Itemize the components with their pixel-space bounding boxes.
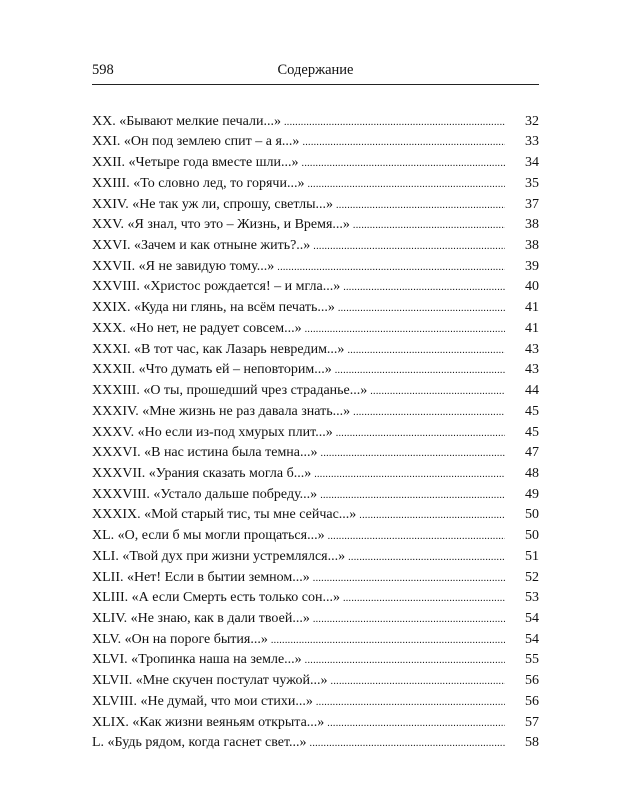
dot-leader (305, 322, 505, 336)
dot-leader (335, 363, 505, 377)
toc-entry-title: XXXII. «Что думать ей – неповторим...» (92, 362, 332, 378)
toc-entry-title: XXVIII. «Христос рождается! – и мгла...» (92, 279, 341, 295)
toc-entry-page: 51 (525, 548, 539, 564)
dot-leader (277, 260, 505, 274)
toc-entry (92, 709, 539, 730)
toc-entry-title: XXVII. «Я не завидую тому...» (92, 258, 275, 274)
toc-entry-page: 43 (525, 362, 539, 378)
dot-leader (359, 508, 505, 522)
dot-leader (353, 405, 505, 419)
toc-entry-page: 52 (525, 569, 539, 585)
toc-entry-page: 56 (525, 673, 539, 689)
dot-leader (284, 115, 505, 129)
toc-entry-page: 41 (525, 320, 539, 336)
toc-entry-title: XXXIII. «О ты, прошедший чрез страданье...» (92, 383, 368, 399)
dot-leader (271, 633, 505, 647)
toc-entry-page: 45 (525, 424, 539, 440)
toc-entry-page: 38 (525, 217, 539, 233)
toc-entry-page: 37 (525, 196, 539, 212)
toc-entry (92, 419, 539, 440)
dot-leader (348, 550, 505, 564)
toc-entry-title: XXII. «Четыре года вместе шли...» (92, 155, 299, 171)
dot-leader (328, 529, 505, 543)
dot-leader (313, 612, 505, 626)
toc-entry-page: 33 (525, 134, 539, 150)
toc-entry (92, 191, 539, 212)
toc-entry-title: XLIII. «А если Смерть есть только сон...» (92, 590, 340, 606)
toc-entry-title: XXIV. «Не так уж ли, спрошу, светлы...» (92, 196, 333, 212)
toc-entry-title: XL. «О, если б мы могли прощаться...» (92, 528, 325, 544)
toc-entry-title: XXIX. «Куда ни глянь, на всём печать...» (92, 300, 335, 316)
toc-entry-page: 53 (525, 590, 539, 606)
toc-entry-page: 54 (525, 631, 539, 647)
toc-entry-page: 41 (525, 300, 539, 316)
dot-leader (305, 653, 505, 667)
toc-entry (92, 315, 539, 336)
toc-entry (92, 647, 539, 668)
toc-entry-title: XXVI. «Зачем и как отныне жить?..» (92, 238, 311, 254)
toc-entry-title: XXXV. «Но если из-под хмурых плит...» (92, 424, 333, 440)
toc-entry (92, 481, 539, 502)
dot-leader (336, 426, 505, 440)
toc-entry-title: XLI. «Твой дух при жизни устремлялся...» (92, 548, 346, 564)
toc-entry-page: 44 (525, 383, 539, 399)
toc-entry-title: XXXVIII. «Устало дальше побреду...» (92, 486, 318, 502)
toc-entry-title: XLVIII. «Не думай, что мои стихи...» (92, 693, 313, 709)
toc-entry (92, 129, 539, 150)
toc-entry-page: 32 (525, 113, 539, 129)
dot-leader (310, 736, 505, 750)
toc-entry-title: XLIX. «Как жизни веяньям открыта...» (92, 714, 325, 730)
toc-entry-title: L. «Будь рядом, когда гаснет свет...» (92, 735, 307, 751)
toc-entry-page: 43 (525, 341, 539, 357)
toc-entry-title: XXXIX. «Мой старый тис, ты мне сейчас...» (92, 507, 357, 523)
toc-entry (92, 357, 539, 378)
toc-entry (92, 667, 539, 688)
page-number: 598 (92, 62, 114, 78)
toc-entry-title: XLII. «Нет! Если в бытии земном...» (92, 569, 310, 585)
toc-entry-title: XXIII. «То словно лед, то горячи...» (92, 175, 305, 191)
toc-entry-page: 39 (525, 258, 539, 274)
dot-leader (347, 343, 505, 357)
toc-entry (92, 440, 539, 461)
toc-entry-page: 56 (525, 693, 539, 709)
toc-entry-title: XXXVI. «В нас истина была темна...» (92, 445, 318, 461)
toc-entry (92, 688, 539, 709)
dot-leader (327, 716, 505, 730)
toc-entry-page: 48 (525, 465, 539, 481)
table-of-contents (92, 108, 539, 750)
dot-leader (302, 135, 505, 149)
toc-entry-page: 38 (525, 238, 539, 254)
toc-entry (92, 253, 539, 274)
dot-leader (320, 488, 505, 502)
toc-entry (92, 232, 539, 253)
toc-entry-title: XLVI. «Тропинка наша на земле...» (92, 652, 302, 668)
toc-entry (92, 149, 539, 170)
toc-entry-title: XLIV. «Не знаю, как в дали твоей...» (92, 610, 310, 626)
toc-entry (92, 294, 539, 315)
toc-entry-page: 54 (525, 610, 539, 626)
running-title: Содержание (277, 62, 354, 78)
toc-entry (92, 212, 539, 233)
dot-leader (316, 695, 505, 709)
dot-leader (331, 674, 505, 688)
toc-entry-page: 40 (525, 279, 539, 295)
toc-entry-title: XXXIV. «Мне жизнь не раз давала знать...» (92, 403, 351, 419)
dot-leader (314, 467, 505, 481)
page-header (92, 62, 539, 85)
toc-entry-title: XXI. «Он под землею спит – а я...» (92, 134, 300, 150)
toc-entry-page: 50 (525, 507, 539, 523)
toc-entry-title: XX. «Бывают мелкие печали...» (92, 113, 281, 129)
dot-leader (313, 239, 505, 253)
toc-entry (92, 543, 539, 564)
toc-entry (92, 398, 539, 419)
dot-leader (302, 156, 505, 170)
toc-entry-page: 49 (525, 486, 539, 502)
toc-entry (92, 522, 539, 543)
toc-entry-title: XXXVII. «Урания сказать могла б...» (92, 465, 312, 481)
toc-entry (92, 626, 539, 647)
dot-leader (353, 218, 505, 232)
dot-leader (343, 280, 505, 294)
toc-entry-page: 50 (525, 528, 539, 544)
toc-entry (92, 170, 539, 191)
toc-entry (92, 460, 539, 481)
dot-leader (343, 591, 505, 605)
dot-leader (338, 301, 505, 315)
dot-leader (370, 384, 505, 398)
toc-entry (92, 502, 539, 523)
dot-leader (313, 571, 505, 585)
toc-entry-title: XLV. «Он на пороге бытия...» (92, 631, 268, 647)
toc-entry-page: 35 (525, 175, 539, 191)
toc-entry-title: XXX. «Но нет, не радует совсем...» (92, 320, 302, 336)
toc-entry (92, 605, 539, 626)
toc-entry-page: 34 (525, 155, 539, 171)
toc-entry-title: XXXI. «В тот час, как Лазарь невредим...» (92, 341, 345, 357)
toc-entry (92, 585, 539, 606)
dot-leader (307, 177, 505, 191)
dot-leader (336, 198, 505, 212)
toc-entry (92, 730, 539, 751)
toc-entry-title: XXV. «Я знал, что это – Жизнь, и Время...» (92, 217, 350, 233)
dot-leader (321, 446, 505, 460)
toc-entry-page: 58 (525, 735, 539, 751)
toc-entry-page: 55 (525, 652, 539, 668)
toc-entry-title: XLVII. «Мне скучен постулат чужой...» (92, 673, 328, 689)
toc-entry-page: 47 (525, 445, 539, 461)
toc-entry (92, 108, 539, 129)
toc-entry-page: 57 (525, 714, 539, 730)
toc-entry (92, 274, 539, 295)
toc-entry-page: 45 (525, 403, 539, 419)
toc-entry (92, 336, 539, 357)
toc-entry (92, 564, 539, 585)
toc-entry (92, 377, 539, 398)
